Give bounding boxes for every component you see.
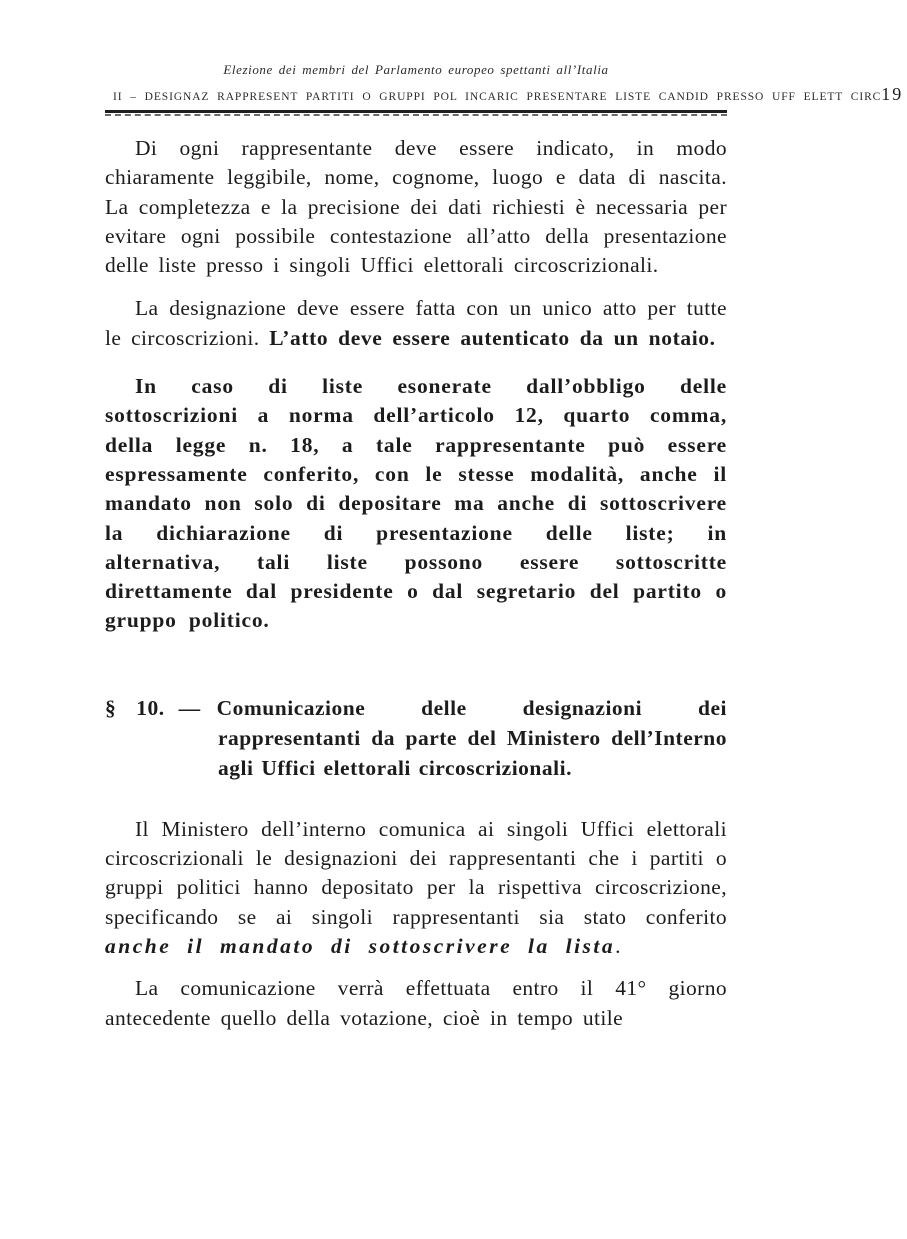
paragraph-2-bold-text: L’atto deve essere autenticato da un notaio. xyxy=(269,325,716,350)
page-content xyxy=(105,62,904,1033)
paragraph-5-text: La comunicazione verrà effettuata entro il 41° giorno antecedente quello della votazione, cioè in tempo utile xyxy=(105,976,727,1030)
section-heading-10 xyxy=(105,693,727,783)
paragraph-representative-data xyxy=(105,134,727,280)
paragraph-1-text: Di ogni rappresentante deve essere indicato, in modo chiaramente leggibile, nome, cognome, luogo e data di nascita. La completezza e la precisione dei dati richiesti è necessaria per evitare ogni possibile contestazione all’atto della presentazione delle liste presso i singoli Uffici elettorali circoscrizionali. xyxy=(105,136,727,278)
running-head-row xyxy=(105,84,904,105)
section-heading-text: Comunicazione delle designazioni dei rappresentanti da parte del Ministero dell’Interno agli Uffici elettorali circoscrizionali. xyxy=(216,695,727,780)
page-number: 19 xyxy=(881,84,904,104)
paragraph-3-text: In caso di liste esonerate dall’obbligo delle sottoscrizioni a norma dell’articolo 12, quarto comma, della legge n. 18, a tale rappresentante può essere espressamente conferito, con le stesse modalità, anche il mandato non solo di depositare ma anche di sottoscrivere la dichiarazione di presentazione delle liste; in alternativa, tali liste possono essere sottoscritte direttamente dal presidente o dal segretario del partito o gruppo politico. xyxy=(105,374,727,633)
section-number: 10. xyxy=(136,695,165,720)
running-head-text: II – DESIGNAZ RAPPRESENT PARTITI O GRUPPI POL INCARIC PRESENTARE LISTE CANDID PRESSO UFF ELETT CIRC xyxy=(113,91,882,103)
section-dash: — xyxy=(178,695,201,720)
paragraph-ministry-communication xyxy=(105,815,727,961)
paragraph-4-tail-text: . xyxy=(615,933,621,958)
header-rule-solid-line xyxy=(105,110,727,113)
header-rule-dashed-line xyxy=(105,114,727,116)
header-title: Elezione dei membri del Parlamento europeo spettanti all’Italia xyxy=(223,62,609,77)
page-header xyxy=(105,62,904,116)
paragraph-communication-deadline xyxy=(105,974,727,1033)
paragraph-exempt-lists xyxy=(105,372,727,636)
header-rule xyxy=(105,110,727,116)
body-text xyxy=(105,134,727,1033)
paragraph-4-emphasis-text: anche il mandato di sottoscrivere la lista xyxy=(105,933,616,958)
paragraph-4-normal-text: Il Ministero dell’interno comunica ai singoli Uffici elettorali circoscrizionali le designazioni dei rappresentanti che i partiti o gruppi politici hanno depositato per la rispettiva circoscrizione, specificando se ai singoli rappresentanti sia stato conferito xyxy=(105,816,727,929)
section-symbol: § xyxy=(105,695,117,720)
paragraph-2-normal-text: La designazione deve essere fatta con un unico atto per tutte le circoscrizioni. xyxy=(105,296,727,350)
paragraph-designation-act xyxy=(105,294,727,353)
